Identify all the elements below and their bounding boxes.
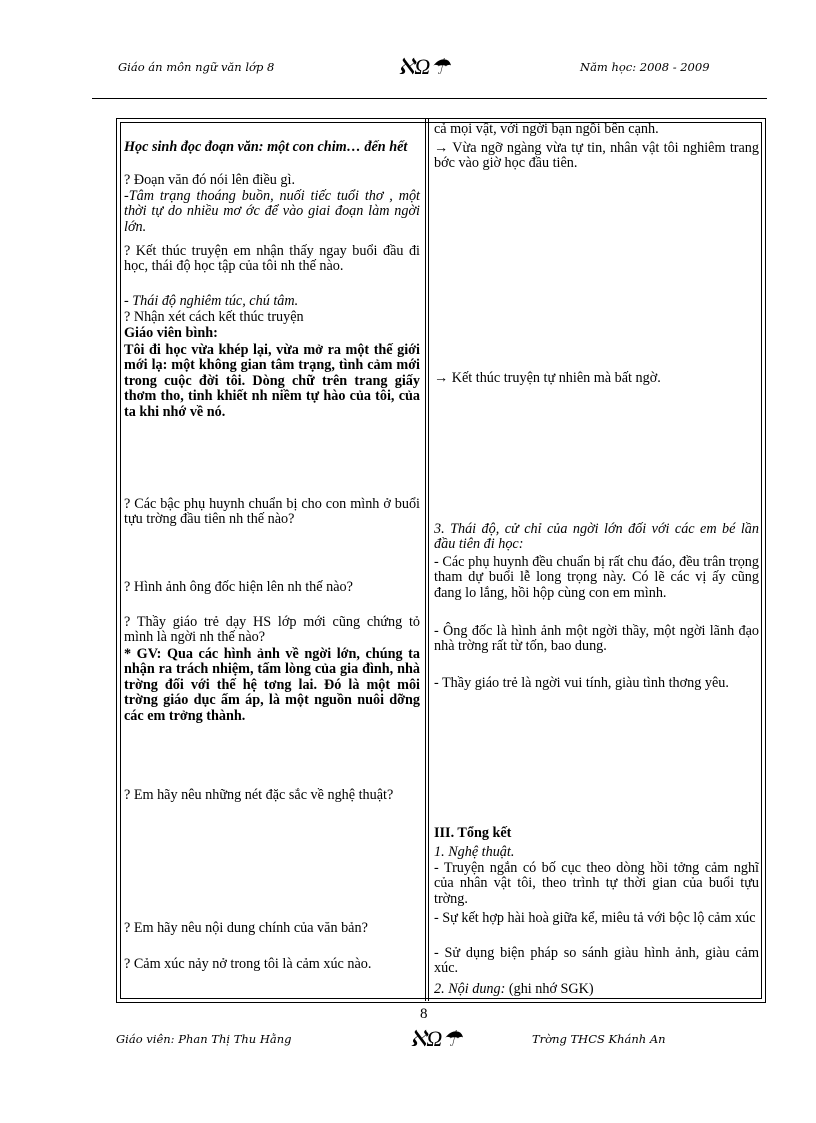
left-text: ? Cảm xúc nảy nở trong tôi là cảm xúc nào. xyxy=(124,956,372,972)
left-paragraph xyxy=(124,647,420,724)
right-paragraph xyxy=(434,946,759,977)
left-text: ? Em hãy nêu những nét đặc sắc về nghệ thuật? xyxy=(124,787,394,803)
left-paragraph xyxy=(124,189,420,235)
header-school-year: Năm học: 2008 - 2009 xyxy=(580,60,710,74)
page-header xyxy=(0,54,816,84)
left-text: ? Các bậc phụ huynh chuẩn bị cho con mình ở buổi tựu trờng đầu tiên nh thế nào? xyxy=(124,496,420,528)
left-paragraph xyxy=(124,580,420,595)
right-paragraph xyxy=(434,982,759,997)
left-text: ? Kết thúc truyện em nhận thấy ngay buổi đầu đi học, thái độ học tập của tôi nh thế nào. xyxy=(124,243,420,275)
header-subject: Giáo án môn ngữ văn lớp 8 xyxy=(118,60,275,74)
left-text: ? Nhận xét cách kết thúc truyện xyxy=(124,309,304,325)
right-text: 3. Thái độ, cử chỉ của ngời lớn đối với các em bé lần đầu tiên đi học: xyxy=(434,521,759,553)
left-text: ? Em hãy nêu nội dung chính của văn bản? xyxy=(124,920,368,936)
left-paragraph xyxy=(124,497,420,528)
left-paragraph xyxy=(124,343,420,420)
footer-ornament: ℵΩ☂ xyxy=(410,1026,463,1051)
right-paragraph xyxy=(434,826,759,841)
right-text: - Sự kết hợp hài hoà giữa kể, miêu tả với bộc lộ cảm xúc xyxy=(434,910,756,926)
right-text: - Truyện ngắn có bố cục theo dòng hồi tởng cảm nghĩ của nhân vật tôi, theo trình tự thời gian của buổi tựu trờng. xyxy=(434,860,759,907)
right-text: → Vừa ngỡ ngàng vừa tự tin, nhân vật tôi nghiêm trang bớc vào giờ học đầu tiên. xyxy=(434,140,759,172)
footer-school: Trờng THCS Khánh An xyxy=(532,1032,666,1046)
left-text: ? Đoạn văn đó nói lên điều gì. xyxy=(124,172,295,188)
footer-teacher: Giáo viên: Phan Thị Thu Hằng xyxy=(116,1032,292,1046)
right-paragraph xyxy=(434,911,759,926)
right-paragraph xyxy=(434,676,759,691)
right-text: 2. Nội dung: xyxy=(434,981,506,997)
left-paragraph xyxy=(124,615,420,646)
right-text: - Thầy giáo trẻ là ngời vui tính, giàu tình thơng yêu. xyxy=(434,675,729,691)
right-text-suffix: (ghi nhớ SGK) xyxy=(505,981,594,997)
left-text: Học sinh đọc đoạn văn: một con chim… đến hết xyxy=(124,139,408,155)
right-paragraph xyxy=(434,122,759,137)
right-text: 1. Nghệ thuật. xyxy=(434,844,515,860)
left-text: ? Thầy giáo trẻ dạy HS lớp mới cũng chứng tỏ mình là ngời nh thế nào? xyxy=(124,614,420,646)
left-paragraph xyxy=(124,921,420,936)
right-text: cả mọi vật, với ngời bạn ngồi bên cạnh. xyxy=(434,121,659,137)
page-number: 8 xyxy=(420,1006,428,1022)
left-text: - Thái độ nghiêm túc, chú tâm. xyxy=(124,293,299,309)
header-ornament: ℵΩ☂ xyxy=(398,54,451,79)
header-rule xyxy=(92,98,767,99)
right-paragraph xyxy=(434,141,759,172)
left-text: -Tâm trạng thoáng buồn, nuối tiếc tuổi thơ , một thời tự do nhiều mơ ớc để vào giai đoạn làm ngời lớn. xyxy=(124,188,420,235)
left-paragraph xyxy=(124,957,420,972)
left-paragraph xyxy=(124,310,420,325)
left-paragraph xyxy=(124,294,420,309)
left-paragraph xyxy=(124,326,420,341)
right-paragraph xyxy=(434,624,759,655)
right-text: - Sử dụng biện pháp so sánh giàu hình ảnh, giàu cảm xúc. xyxy=(434,945,759,977)
left-text: * GV: Qua các hình ảnh về ngời lớn, chúng ta nhận ra trách nhiệm, tấm lòng của gia đình, nhà trờng đối với thế hệ tơng lai. Đó là một môi trờng giáo dục ấm áp, là một nguồn nuôi dỡng các em trởng thành. xyxy=(124,646,420,724)
right-text: - Các phụ huynh đều chuẩn bị rất chu đáo, đều trân trọng tham dự buổi lễ long trọng này. Có lẽ các vị ấy cũng đang lo lắng, hồi hộp cùng con em mình. xyxy=(434,554,759,601)
left-text: Tôi đi học vừa khép lại, vừa mở ra một thế giới mới lạ: một không gian tâm trạng, tình cảm mới trong cuộc đời tôi. Dòng chữ trên trang giấy thơm tho, tinh khiết nh niềm tự hào của tôi, của ta khi nhớ về nó. xyxy=(124,342,420,420)
right-paragraph xyxy=(434,555,759,601)
right-paragraph xyxy=(434,522,759,553)
page-footer xyxy=(0,1026,816,1054)
left-paragraph xyxy=(124,788,420,803)
left-text: Giáo viên bình: xyxy=(124,325,218,341)
column-divider xyxy=(425,118,429,1001)
right-text: - Ông đốc là hình ảnh một ngời thầy, một ngời lãnh đạo nhà trờng rất từ tốn, bao dung. xyxy=(434,623,759,655)
left-paragraph xyxy=(124,244,420,275)
right-paragraph xyxy=(434,371,759,386)
left-text: ? Hình ảnh ông đốc hiện lên nh thế nào? xyxy=(124,579,353,595)
left-paragraph xyxy=(124,140,420,155)
right-text: III. Tổng kết xyxy=(434,825,512,841)
left-paragraph xyxy=(124,173,420,188)
right-text: → Kết thúc truyện tự nhiên mà bất ngờ. xyxy=(434,370,661,386)
right-paragraph xyxy=(434,845,759,860)
right-paragraph xyxy=(434,861,759,907)
